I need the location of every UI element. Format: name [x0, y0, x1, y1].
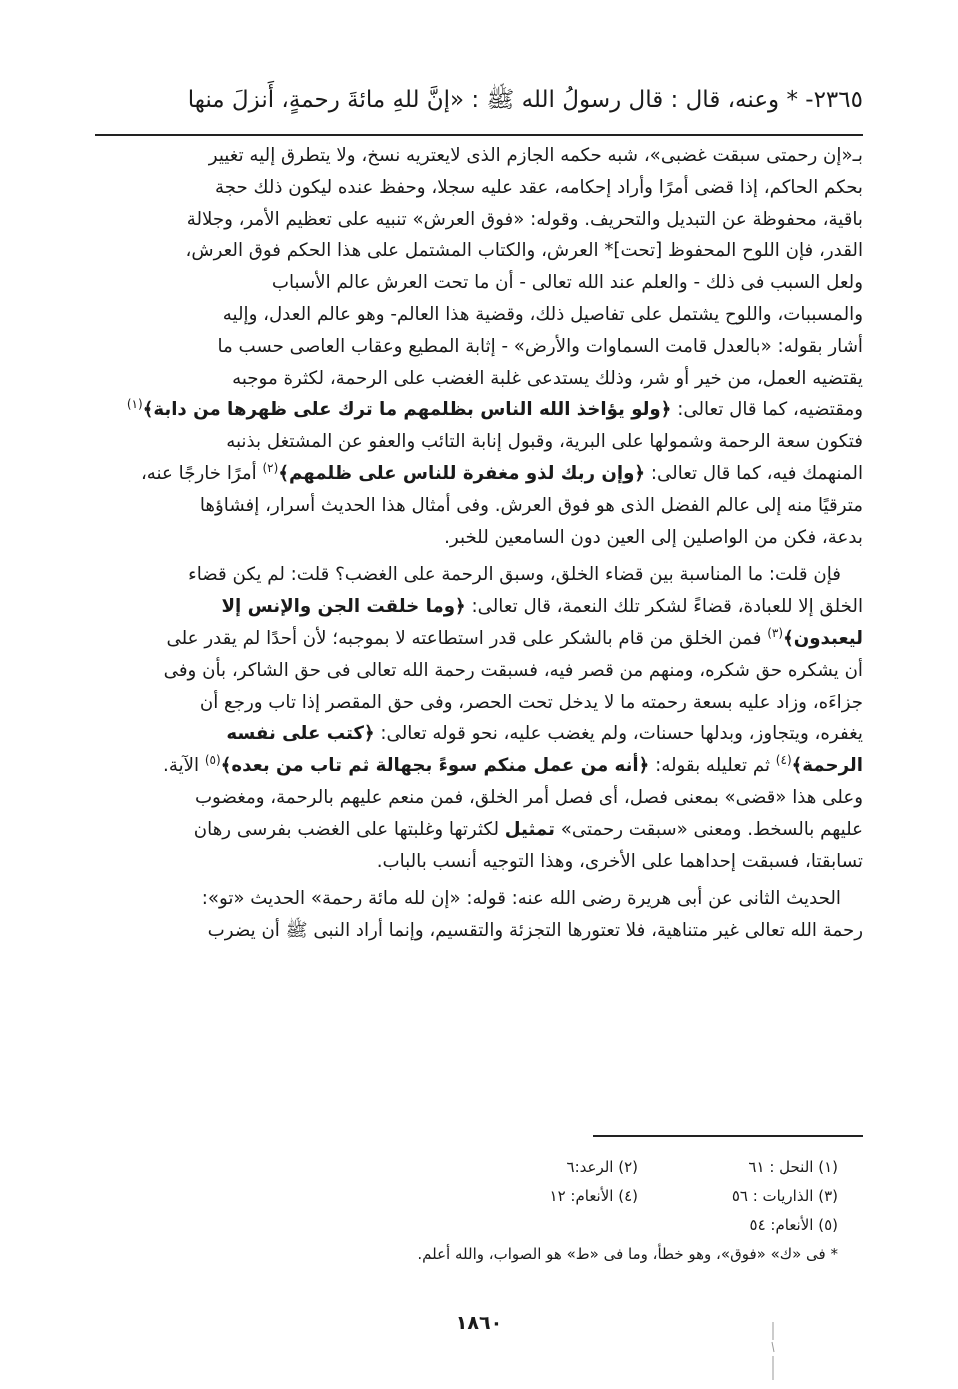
text-line: القدر، فإن اللوح المحفوظ [تحت]* العرش، والكتاب المشتمل على هذا الحكم فوق العرش،: [185, 240, 863, 262]
footnote-4: (٤) الأنعام: ١٢: [549, 1187, 638, 1205]
text-line: [95, 814, 863, 846]
text-line: بدعة، فكن من الواصلين إلى العين دون السامعين للخبر.: [444, 526, 863, 548]
text-line: ولعل السبب فى ذلك - والعلم عند الله تعالى - أن ما تحت العرش عالم الأسباب: [271, 272, 863, 294]
quran-verse: ﴿أنه من عمل منكم سوءً بجهالة ثم تاب من بعده﴾: [220, 755, 650, 777]
text-run: لكثرتها وغلبتها على الغضب بفرسى رهان: [193, 818, 505, 840]
text-run: ثم تعليله بقوله:: [649, 755, 776, 777]
text-line: [95, 458, 863, 490]
text-run: الخلق إلا للعبادة، قضاءً لشكر تلك النعمة، قال تعالى:: [465, 596, 863, 618]
text-run: عليهم بالسخط. ومعنى «سبقت رحمتى»: [554, 818, 863, 840]
text-line: الحديث الثانى عن أبى هريرة رضى الله عنه: قوله: «إن لله مائة رحمة» الحديث «تو»:: [201, 888, 841, 910]
editorial-note: * فى «ك» «فوق»، وهو خطأ، وما فى «ط» هو الصواب، والله أعلم.: [417, 1245, 838, 1263]
page-number: ١٨٦٠: [455, 1312, 503, 1334]
footnote-row: [95, 1153, 838, 1182]
text-line: مترقيًا منه إلى عالم الفضل الذى هو فوق العرش. وفى أمثال هذا الحديث أسرار، إفشاؤها: [199, 494, 863, 516]
text-line: بـ«إن رحمتى سبقت غضبى»، شبه حكمه الجازم الذى لايعتريه نسخ، ولا يتطرق إليه تغيير: [208, 145, 863, 166]
text-line: والمسببات، واللوح يشتمل على تفاصيل ذلك، وقضية هذا العالم- وهو عالم العدل، وإليه: [222, 303, 863, 325]
footnote-row: [95, 1182, 838, 1211]
text-run: ومقتضيه، كما قال تعالى:: [671, 399, 863, 421]
text-line: [95, 394, 863, 426]
footnotes: [95, 1153, 838, 1269]
text-line: [95, 591, 863, 623]
footnote-3: (٣) الذاريات : ٥٦: [731, 1187, 838, 1205]
text-line: فتكون سعة الرحمة وشمولها على البرية، وقبول إنابة التائب والعفو عن المشتغل بذنبه: [226, 431, 863, 453]
text-run: الآية.: [163, 755, 205, 777]
quran-verse: ﴿كتب على نفسه: [226, 723, 375, 745]
text-line: رحمة الله تعالى غير متناهية، فلا تعتورها التجزئة والتقسيم، وإنما أراد النبى ﷺ أن يضرب: [207, 920, 863, 942]
bold-term: تمثيل: [504, 818, 555, 840]
header-divider: [95, 134, 863, 136]
quran-verse: ليعبدون﴾: [783, 627, 863, 649]
hadith-header: ٢٣٦٥- * وعنه، قال : قال رسولُ الله ﷺ : «إنَّ للهِ مائةَ رحمةٍ، أَنزلَ منها: [187, 87, 863, 113]
text-line: أشار بقوله: «بالعدل قامت السماوات والأرض» - إثابة المطيع وعقاب العاصى حسب ما: [217, 335, 863, 357]
text-line: فإن قلت: ما المناسبة بين قضاء الخلق، وسبق الرحمة على الغضب؟ قلت: لم يكن قضاء: [188, 564, 841, 586]
text-line: يقتضيه العمل، من خير أو شر، وذلك يستدعى غلبة الغضب على الرحمة، لكثرة موجبه: [232, 367, 863, 389]
text-line: [95, 750, 863, 782]
text-line: أن يشكره حق شكره، ومنهم من قصر فيه، فسبقت رحمة الله تعالى فى حق الشاكر، بأن وفى: [163, 659, 863, 681]
text-run: أمرًا خارجًا عنه،: [140, 462, 263, 484]
quran-verse: ﴿ولو يؤاخذ الله الناس بظلمهم ما ترك على ظهرها من دابة﴾: [142, 399, 672, 421]
footnote-ref: (٤): [775, 753, 792, 768]
footnote-divider: [593, 1135, 863, 1137]
scan-artifact: [770, 1322, 776, 1382]
quran-verse: الرحمة﴾: [791, 755, 863, 777]
text-line: وعلى هذا «قضى» بمعنى فصل، أى فصل أمر الخلق، فمن منعم عليهم بالرحمة، ومغضوب: [194, 786, 863, 808]
text-line: [95, 623, 863, 655]
commentary-body: [95, 140, 863, 947]
footnote-ref: (٢): [262, 460, 279, 475]
footnote-row: [95, 1211, 838, 1240]
text-run: فمن الخلق من قام بالشكر على قدر استطاعته لا بموجبه؛ لأن أحدًا لم يقدر على: [166, 627, 768, 649]
text-run: المنهمك فيه، كما قال تعالى:: [645, 462, 863, 484]
text-line: باقية، محفوظة عن التبديل والتحريف. وقوله: «فوق العرش» تنبيه على تعظيم الأمر، وجلالة: [186, 208, 863, 230]
text-run: يغفره، ويتجاوز، وبدلها حسنات، ولم يغضب عليه، نحو قوله تعالى:: [374, 723, 863, 745]
footnote-ref: (٥): [204, 753, 221, 768]
footnote-1: (١) النحل : ٦١: [748, 1158, 838, 1176]
text-line: تسابقتا، فسبقت إحداهما على الأخرى، وهذا التوجيه أنسب بالباب.: [376, 850, 863, 872]
text-line: جزاءَه، وزاد عليه بسعة رحمته ما لا يدخل تحت الحصر، وفى حق المقصر إذا تاب ورجع أن: [199, 691, 863, 713]
footnote-ref: (٣): [767, 625, 784, 640]
quran-verse: ﴿وإن ربك لذو مغفرة للناس على ظلمهم﴾: [278, 462, 646, 484]
footnote-2: (٢) الرعد:٦: [566, 1158, 638, 1176]
text-line: [95, 718, 863, 750]
quran-verse: ﴿وما خلقت الجن والإنس إلا: [221, 596, 466, 618]
text-line: بحكم الحاكم، إذا قضى أمرًا وأراد إحكامه، عقد عليه سجلا، وحفظ عنده ليكون ذلك حجة: [215, 176, 863, 198]
footnote-5: (٥) الأنعام: ٥٤: [749, 1216, 838, 1234]
footnote-ref: (١): [126, 397, 143, 412]
